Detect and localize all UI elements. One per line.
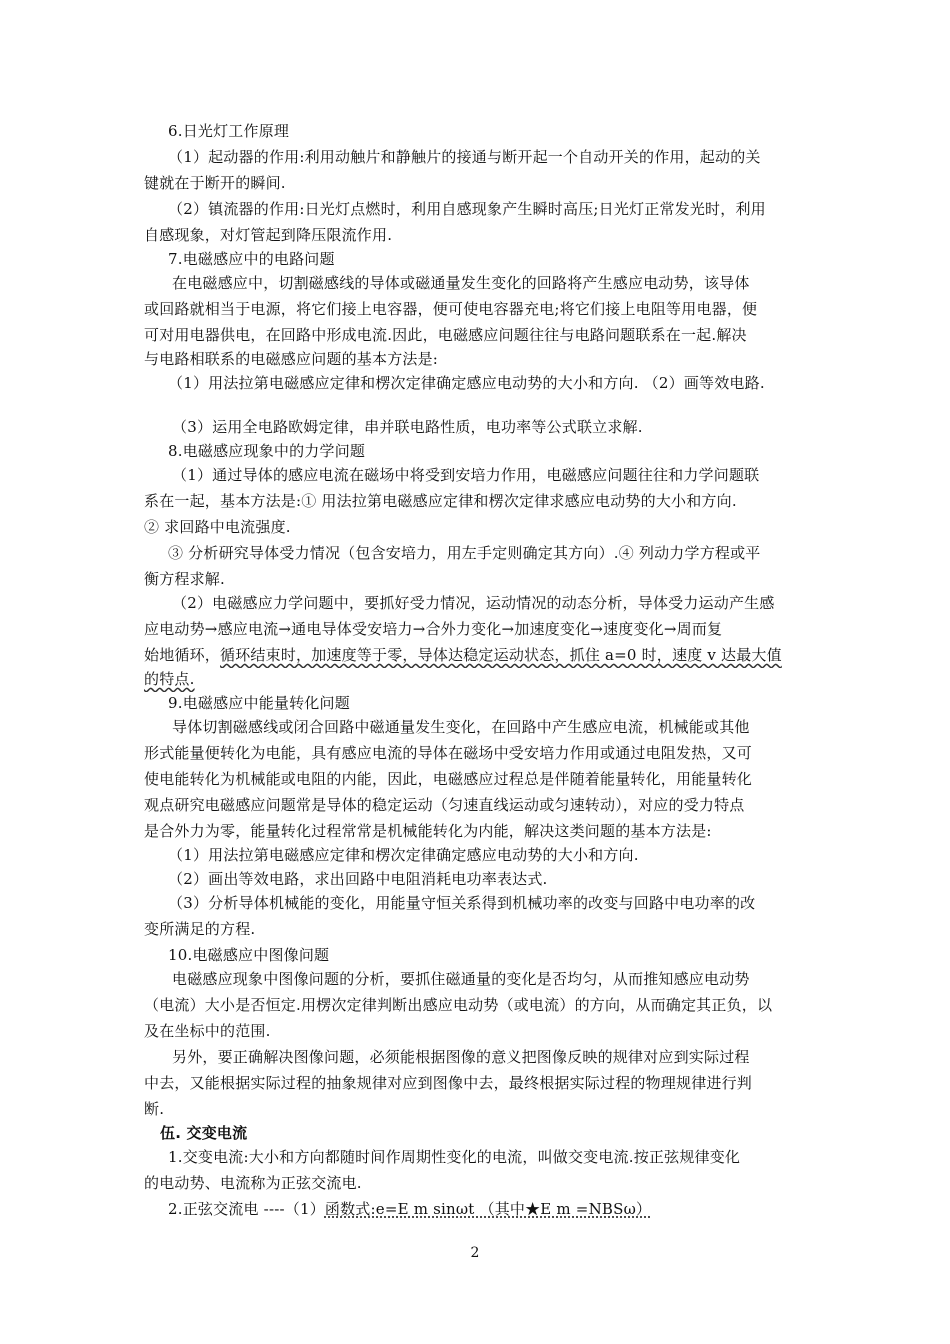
paragraph-line xyxy=(144,666,814,692)
paragraph-line: 的电动势、电流称为正弦交流电. xyxy=(144,1174,362,1192)
formula-text: 函数式:e=E m sinωt （其中★E m =NBSω） xyxy=(324,1200,652,1218)
heading-10: 10.电磁感应中图像问题 xyxy=(168,946,330,964)
heading-7: 7.电磁感应中的电路问题 xyxy=(168,250,335,268)
heading-6: 6.日光灯工作原理 xyxy=(168,122,290,140)
heading-8: 8.电磁感应现象中的力学问题 xyxy=(168,442,366,460)
paragraph-line: 及在坐标中的范围. xyxy=(144,1022,271,1040)
paragraph-line: 电磁感应现象中图像问题的分析，要抓住磁通量的变化是否均匀，从而推知感应电动势 xyxy=(172,970,750,988)
paragraph-line: （3）运用全电路欧姆定律，串并联电路性质，电功率等公式联立求解. xyxy=(172,418,643,436)
heading-9: 9.电磁感应中能量转化问题 xyxy=(168,694,350,712)
paragraph-line: 1.交变电流:大小和方向都随时间作周期性变化的电流，叫做交变电流.按正弦规律变化 xyxy=(168,1148,741,1166)
paragraph-line xyxy=(144,642,814,668)
paragraph-line: 观点研究电磁感应问题常是导体的稳定运动（匀速直线运动或匀速转动），对应的受力特点 xyxy=(144,796,745,814)
paragraph-line: 应电动势→感应电流→通电导体受安培力→合外力变化→加速度变化→速度变化→周而复 xyxy=(144,620,723,638)
paragraph-line: 断. xyxy=(144,1100,165,1118)
paragraph-line: 是合外力为零，能量转化过程常常是机械能转化为内能，解决这类问题的基本方法是: xyxy=(144,822,712,840)
paragraph-line xyxy=(168,1196,838,1222)
paragraph-line: （3）分析导体机械能的变化，用能量守恒关系得到机械功率的改变与回路中电功率的改 xyxy=(168,894,756,912)
wavy-underlined-text: 循环结束时，加速度等于零，导体达稳定运动状态，抓住 a=0 时，速度 v 达最大值 xyxy=(220,646,782,664)
plain-text: 始地循环， xyxy=(144,646,221,664)
paragraph-line: （2）镇流器的作用:日光灯点燃时，利用自感现象产生瞬时高压;日光灯正常发光时，利用 xyxy=(168,200,766,218)
plain-text: 2.正弦交流电 ----（1） xyxy=(168,1200,325,1218)
paragraph-line: 键就在于断开的瞬间. xyxy=(144,174,286,192)
paragraph-line: 中去，又能根据实际过程的抽象规律对应到图像中去，最终根据实际过程的物理规律进行判 xyxy=(144,1074,753,1092)
paragraph-line: ② 求回路中电流强度. xyxy=(144,518,291,536)
paragraph-line: （1）通过导体的感应电流在磁场中将受到安培力作用，电磁感应问题往往和力学问题联 xyxy=(172,466,760,484)
section-heading-ac: 伍. 交变电流 xyxy=(160,1124,248,1142)
paragraph-line: 或回路就相当于电源，将它们接上电容器，便可使电容器充电;将它们接上电阻等用电器，便 xyxy=(144,300,758,318)
paragraph-line: （1）用法拉第电磁感应定律和楞次定律确定感应电动势的大小和方向. （2）画等效电路. xyxy=(168,374,765,392)
paragraph-line: ③ 分析研究导体受力情况（包含安培力，用左手定则确定其方向）.④ 列动力学方程或平 xyxy=(168,544,761,562)
paragraph-line: 形式能量便转化为电能，具有感应电流的导体在磁场中受安培力作用或通过电阻发热，又可 xyxy=(144,744,753,762)
paragraph-line: （电流）大小是否恒定.用楞次定律判断出感应电动势（或电流）的方向，从而确定其正负，以 xyxy=(144,996,773,1014)
paragraph-line: 可对用电器供电，在回路中形成电流.因此，电磁感应问题往往与电路问题联系在一起.解决 xyxy=(144,326,747,344)
paragraph-line: 衡方程求解. xyxy=(144,570,225,588)
paragraph-line: （1）用法拉第电磁感应定律和楞次定律确定感应电动势的大小和方向. xyxy=(168,846,639,864)
paragraph-line: 在电磁感应中，切割磁感线的导体或磁通量发生变化的回路将产生感应电动势，该导体 xyxy=(172,274,750,292)
paragraph-line: 变所满足的方程. xyxy=(144,920,256,938)
paragraph-line: 系在一起，基本方法是:① 用法拉第电磁感应定律和楞次定律求感应电动势的大小和方向. xyxy=(144,492,737,510)
paragraph-line: 导体切割磁感线或闭合回路中磁通量发生变化，在回路中产生感应电流，机械能或其他 xyxy=(172,718,750,736)
paragraph-line: （2）电磁感应力学问题中，要抓好受力情况，运动情况的动态分析，导体受力运动产生感 xyxy=(172,594,775,612)
paragraph-line: （1）起动器的作用:利用动触片和静触片的接通与断开起一个自动开关的作用，起动的关 xyxy=(168,148,761,166)
paragraph-line: （2）画出等效电路，求出回路中电阻消耗电功率表达式. xyxy=(168,870,548,888)
paragraph-line: 自感现象，对灯管起到降压限流作用. xyxy=(144,226,393,244)
paragraph-line: 使电能转化为机械能或电阻的内能，因此，电磁感应过程总是伴随着能量转化，用能量转化 xyxy=(144,770,753,788)
paragraph-line: 另外，要正确解决图像问题，必须能根据图像的意义把图像反映的规律对应到实际过程 xyxy=(172,1048,750,1066)
paragraph-line: 与电路相联系的电磁感应问题的基本方法是: xyxy=(144,350,439,368)
wavy-underlined-text: 的特点. xyxy=(144,670,195,688)
page-number: 2 xyxy=(470,1245,480,1261)
